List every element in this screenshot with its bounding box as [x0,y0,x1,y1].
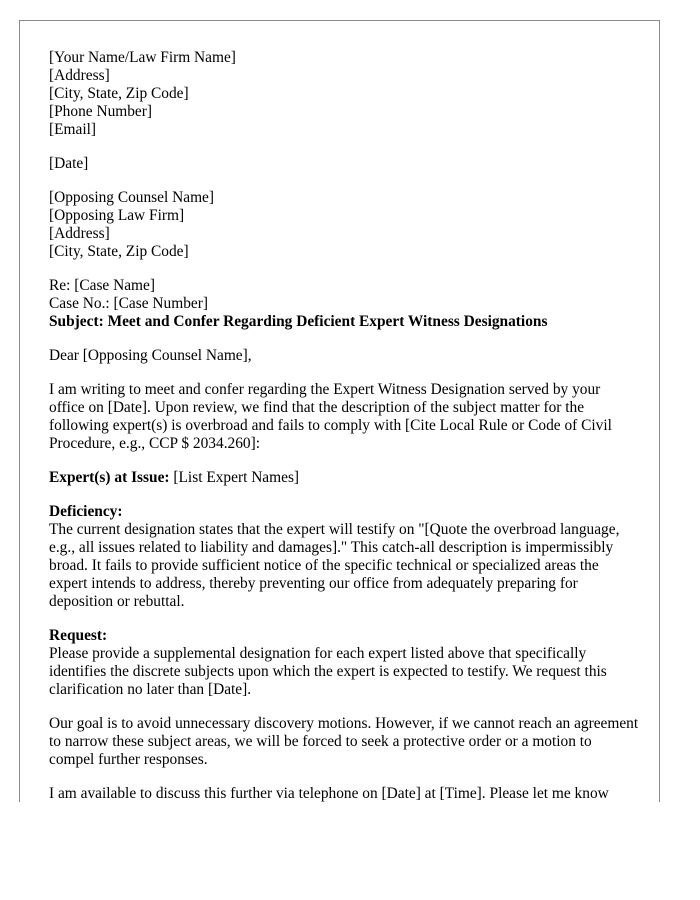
re-line: Re: [Case Name] [49,277,155,294]
recipient-city-state-zip: [City, State, Zip Code] [49,243,189,260]
sender-city-state-zip: [City, State, Zip Code] [49,85,189,102]
experts-label: Expert(s) at Issue: [49,469,170,486]
letter-date: [Date] [49,155,89,172]
experts-value: [List Expert Names] [169,469,300,486]
experts-block [49,469,639,487]
deficiency-block [49,503,639,611]
recipient-firm: [Opposing Law Firm] [49,207,185,224]
salutation-block [49,347,639,365]
request-heading: Request: [49,627,108,644]
request-block [49,627,639,699]
deficiency-paragraph: The current designation states that the expert will testify on "[Quote the overbroad language, e.g., all issues related to liability and damages]." This catch-all description is impermissibly broad. It fails to provide sufficient notice of the specific technical or specialized areas the expert intends to address, thereby preventing our office from adequately preparing for deposition or rebuttal. [49,521,620,610]
reference-block [49,277,639,331]
goal-paragraph: Our goal is to avoid unnecessary discovery motions. However, if we cannot reach an agreement to narrow these subject areas, we will be forced to seek a protective order or a motion to compel further responses. [49,715,639,768]
intro-paragraph-block [49,381,639,453]
closing-block [49,785,639,802]
experts-line [49,469,639,487]
subject-line: Subject: Meet and Confer Regarding Deficient Expert Witness Designations [49,313,548,330]
closing-paragraph: I am available to discuss this further via telephone on [Date] at [Time]. Please let me know [49,785,609,802]
case-number-line: Case No.: [Case Number] [49,295,208,312]
deficiency-heading: Deficiency: [49,503,123,520]
sender-email: [Email] [49,121,97,138]
recipient-block [49,189,639,261]
letter-body [49,49,639,802]
sender-phone: [Phone Number] [49,103,153,120]
request-paragraph: Please provide a supplemental designation for each expert listed above that specifically identifies the discrete subjects upon which the expert is expected to testify. We request this clarification no later than [Date]. [49,645,607,698]
intro-paragraph: I am writing to meet and confer regarding the Expert Witness Designation served by your office on [Date]. Upon review, we find that the description of the subject matter for the following expert(s) is overbroad and fails to comply with [Cite Local Rule or Code of Civil Procedure, e.g., CCP $ 2034.260]: [49,381,612,452]
goal-block [49,715,639,769]
recipient-address: [Address] [49,225,110,242]
letter-page [19,20,660,802]
date-block [49,155,639,173]
salutation: Dear [Opposing Counsel Name], [49,347,252,364]
sender-name: [Your Name/Law Firm Name] [49,49,236,66]
sender-block [49,49,639,139]
recipient-name: [Opposing Counsel Name] [49,189,214,206]
sender-address: [Address] [49,67,110,84]
